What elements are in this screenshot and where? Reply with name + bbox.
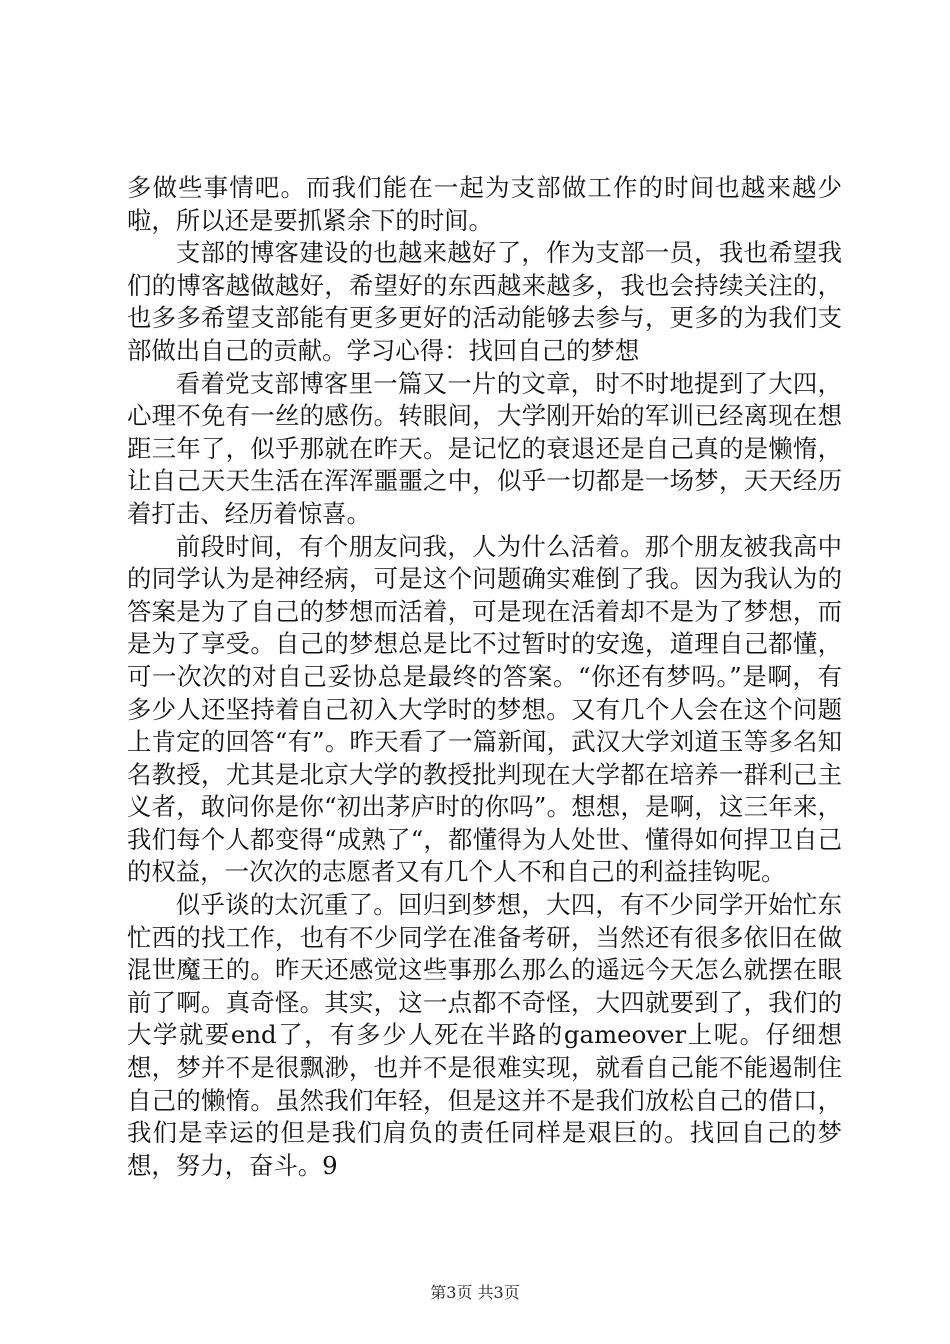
paragraph-blog: 支部的博客建设的也越来越好了，作为支部一员，我也希望我们的博客越做越好，希望好的东西越来越多，我也会持续关注的，也多多希望支部能有更多更好的活动能够去参与，更多的为我们支部做出自己的贡献。学习心得：找回自己的梦想 (127, 238, 842, 365)
document-body (127, 172, 842, 1182)
paragraph-continuation: 多做些事情吧。而我们能在一起为支部做工作的时间也越来越少啦，所以还是要抓紧余下的时间。 (127, 173, 842, 235)
paragraph-find-dream: 似乎谈的太沉重了。回归到梦想，大四，有不少同学开始忙东忙西的找工作，也有不少同学在准备考研，当然还有很多依旧在做混世魔王的。昨天还感觉这些事那么那么的遥远今天怎么就摆在眼前了啊。真奇怪。其实，这一点都不奇怪，大四就要到了，我们的大学就要end了，有多少人死在半路的gameover上呢。仔细想想，梦并不是很飘渺，也并不是很难实现，就看自己能不能遏制住自己的懒惰。虽然我们年轻，但是这并不是我们放松自己的借口，我们是幸运的但是我们肩负的责任同样是艰巨的。找回自己的梦想，努力，奋斗。9 (127, 890, 842, 1180)
page-number-footer: 第3页 共3页 (430, 1283, 520, 1302)
paragraph-why-live: 前段时间，有个朋友问我，人为什么活着。那个朋友被我高中的同学认为是神经病，可是这个问题确实难倒了我。因为我认为的答案是为了自己的梦想而活着，可是现在活着却不是为了梦想，而是为了享受。自己的梦想总是比不过暂时的安逸，道理自己都懂，可一次次的对自己妥协总是最终的答案。“你还有梦吗。”是啊，有多少人还坚持着自己初入大学时的梦想。又有几个人会在这个问题上肯定的回答“有”。昨天看了一篇新闻，武汉大学刘道玉等多名知名教授，尤其是北京大学的教授批判现在大学都在培养一群利己主义者，敢问你是你“初出茅庐时的你吗”。想想，是啊，这三年来，我们每个人都变得“成熟了“，都懂得为人处世、懂得如何捍卫自己的权益，一次次的志愿者又有几个人不和自己的利益挂钩呢。 (127, 531, 842, 887)
paragraph-senior-year: 看着党支部博客里一篇又一片的文章，时不时地提到了大四，心理不免有一丝的感伤。转眼间，大学刚开始的军训已经离现在想距三年了，似乎那就在昨天。是记忆的衰退还是自己真的是懒惰，让自己天天生活在浑浑噩噩之中，似乎一切都是一场梦，天天经历着打击、经历着惊喜。 (127, 368, 842, 528)
